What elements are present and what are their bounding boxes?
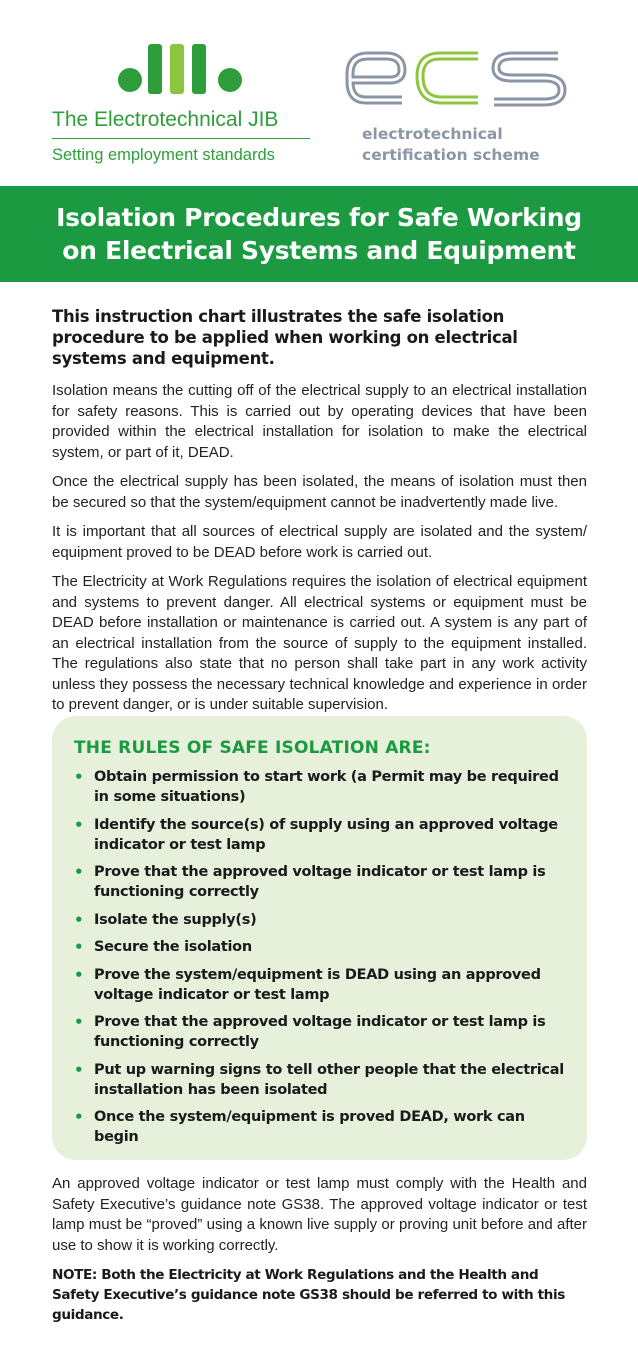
rule-text: Prove that the approved voltage indicator or test lamp is functioning correctly (94, 1014, 546, 1050)
jib-logo (52, 40, 322, 170)
paragraph-regulations: The Electricity at Work Regulations requires the isolation of electrical equipment and systems to prevent danger. All electrical systems or equipment must be DEAD before installation or maintenance is carried out. A system is any part of an electrical installation from the source of supply to the equipment installed. The regulations also state that no person shall take part in any work activity unless they possess the necessary technical knowledge and experience in order to prevent danger, or is under suitable supervision. (52, 573, 587, 713)
rule-text: Once the system/equipment is proved DEAD, work can begin (94, 1109, 525, 1145)
list-item (74, 965, 565, 1005)
rule-text: Prove that the approved voltage indicator or test lamp is functioning correctly (94, 864, 546, 900)
jib-tagline: Setting employment standards (52, 146, 275, 164)
rule-text: Prove the system/equipment is DEAD using an approved voltage indicator or test lamp (94, 966, 541, 1003)
list-item (74, 767, 565, 807)
list-item (74, 910, 565, 930)
intro-statement: This instruction chart illustrates the safe isolation procedure to be applied when working on electrical systems and equipment. (52, 307, 518, 368)
ecs-mark-icon (340, 40, 572, 116)
paragraph-isolation-definition: Isolation means the cutting off of the electrical supply to an electrical installation for safety reasons. This is carried out by operating devices that have been provided within the electrical installation for isolation to make the electrical system, or part of it, DEAD. (52, 382, 587, 461)
footer-section (52, 1174, 587, 1325)
list-item (74, 815, 565, 855)
rules-heading: THE RULES OF SAFE ISOLATION ARE: (74, 738, 431, 758)
paragraph-prove-dead: It is important that all sources of electrical supply are isolated and the system/ equipment proved to be DEAD before work is carried out. (52, 523, 587, 561)
rule-text: Put up warning signs to tell other people that the electrical installation has been isolated (94, 1061, 564, 1098)
bullet-icon: • (74, 1060, 84, 1079)
bullet-icon: • (74, 863, 84, 881)
bullet-icon: • (74, 910, 84, 929)
bullet-icon: • (74, 815, 84, 834)
paragraph-securing-isolation: Once the electrical supply has been isolated, the means of isolation must then be secured so that the system/equipment cannot be inadvertently made live. (52, 473, 587, 511)
rule-text: Secure the isolation (94, 939, 252, 955)
bullet-icon: • (74, 965, 84, 984)
ecs-name (362, 124, 540, 166)
ecs-line-1: electrotechnical (362, 125, 503, 143)
main-content (52, 306, 587, 725)
rule-text: Identify the source(s) of supply using an approved voltage indicator or test lamp (94, 816, 558, 853)
rules-panel (52, 716, 587, 1160)
bullet-icon: • (74, 1108, 84, 1126)
bullet-icon: • (74, 938, 84, 956)
jib-divider (52, 138, 310, 139)
jib-name: The Electrotechnical JIB (52, 108, 279, 131)
guidance-note: NOTE: Both the Electricity at Work Regulations and the Health and Safety Executive’s guidance note GS38 should be referred to with this guidance. (52, 1267, 565, 1323)
list-item (74, 1012, 565, 1052)
rule-text: Obtain permission to start work (a Permit may be required in some situations) (94, 769, 559, 805)
rules-list (74, 767, 565, 1147)
list-item (74, 937, 565, 957)
page-title-line-2: on Electrical Systems and Equipment (62, 236, 576, 265)
list-item (74, 862, 565, 902)
rule-text: Isolate the supply(s) (94, 911, 257, 928)
list-item (74, 1107, 565, 1147)
bullet-icon: • (74, 1013, 84, 1031)
jib-mark-icon (118, 40, 246, 96)
title-banner (0, 186, 638, 282)
ecs-logo (340, 40, 576, 170)
bullet-icon: • (74, 768, 84, 786)
list-item (74, 1060, 565, 1100)
page-title (56, 201, 582, 267)
ecs-line-2: certification scheme (362, 146, 540, 164)
page-title-line-1: Isolation Procedures for Safe Working (56, 203, 582, 232)
paragraph-gs38: An approved voltage indicator or test lamp must comply with the Health and Safety Executive’s guidance note GS38. The approved voltage indicator or test lamp must be “proved” using a known live supply or proving unit before and after use to show it is working correctly. (52, 1175, 587, 1254)
